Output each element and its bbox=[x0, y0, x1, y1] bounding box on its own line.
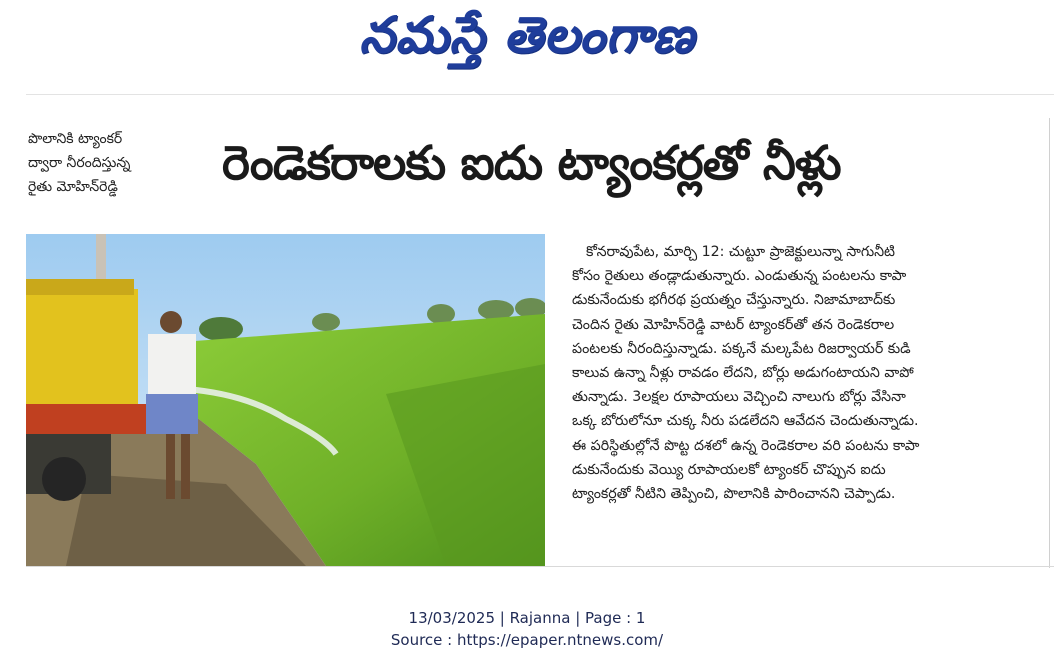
footer-date-edition: 13/03/2025 | Rajanna | Page : 1 bbox=[408, 609, 646, 627]
farmer-field-photo bbox=[26, 234, 545, 566]
body-line: ట్యాంకర్లతో నీటిని తెప్పించి, పొలానికి పారించానని చెప్పాడు. bbox=[572, 486, 896, 503]
footer-source[interactable]: Source : https://epaper.ntnews.com/ bbox=[390, 631, 664, 649]
photo-caption bbox=[28, 127, 188, 199]
body-line: డుకునేందుకు వెయ్యి రూపాయలకో ట్యాంకర్ చొప్పున ఐదు bbox=[572, 461, 886, 478]
caption-line: పొలానికి ట్యాంకర్ bbox=[28, 131, 123, 147]
body-line: ఒక్క బోరులోనూ చుక్క నీరు పడలేదని ఆవేదన చెందుతున్నాడు. bbox=[572, 413, 919, 430]
body-line: డుకునేందుకు భగీరథ ప్రయత్నం చేస్తున్నారు. నిజామాబాద్‌కు bbox=[572, 292, 896, 309]
article-body bbox=[572, 240, 1012, 506]
body-line: కోసం రైతులు తండ్లాడుతున్నారు. ఎండుతున్న పంటలను కాపా bbox=[572, 268, 907, 285]
caption-line: రైతు మోహిన్‌రెడ్డి bbox=[28, 179, 118, 195]
article-headline: రెండెకరాలకు ఐదు ట్యాంకర్లతో నీళ్లు bbox=[222, 136, 841, 191]
body-line: చెందిన రైతు మోహిన్‌రెడ్డి వాటర్ ట్యాంకర్‌తో తన రెండెకరాల bbox=[572, 316, 895, 333]
body-line: పంటలకు నీరందిస్తున్నాడు. పక్కనే మల్కపేట రిజర్వాయర్ కుడి bbox=[572, 340, 911, 357]
caption-line: ద్వారా నీరందిస్తున్న bbox=[28, 155, 131, 171]
column-border bbox=[1049, 118, 1050, 568]
bottom-divider bbox=[26, 566, 1054, 567]
masthead-logo: నమస్తే తెలంగాణ bbox=[359, 6, 695, 64]
body-line: కోనరావుపేట, మార్చి 12: చుట్టూ ప్రాజెక్టులున్నా సాగునీటి bbox=[586, 244, 896, 260]
body-line: తున్నాడు. 3లక్షల రూపాయలు వెచ్చించి నాలుగు బోర్లు వేసినా bbox=[572, 389, 906, 406]
body-line: కాలువ ఉన్నా నీళ్లు రావడం లేదని, బోర్లు అడుగంటాయని వాపో bbox=[572, 365, 914, 382]
top-divider bbox=[26, 94, 1054, 95]
body-line: ఈ పరిస్థితుల్లోనే పొట్ట దశలో ఉన్న రెండెకరాల వరి పంటను కాపా bbox=[572, 437, 920, 454]
